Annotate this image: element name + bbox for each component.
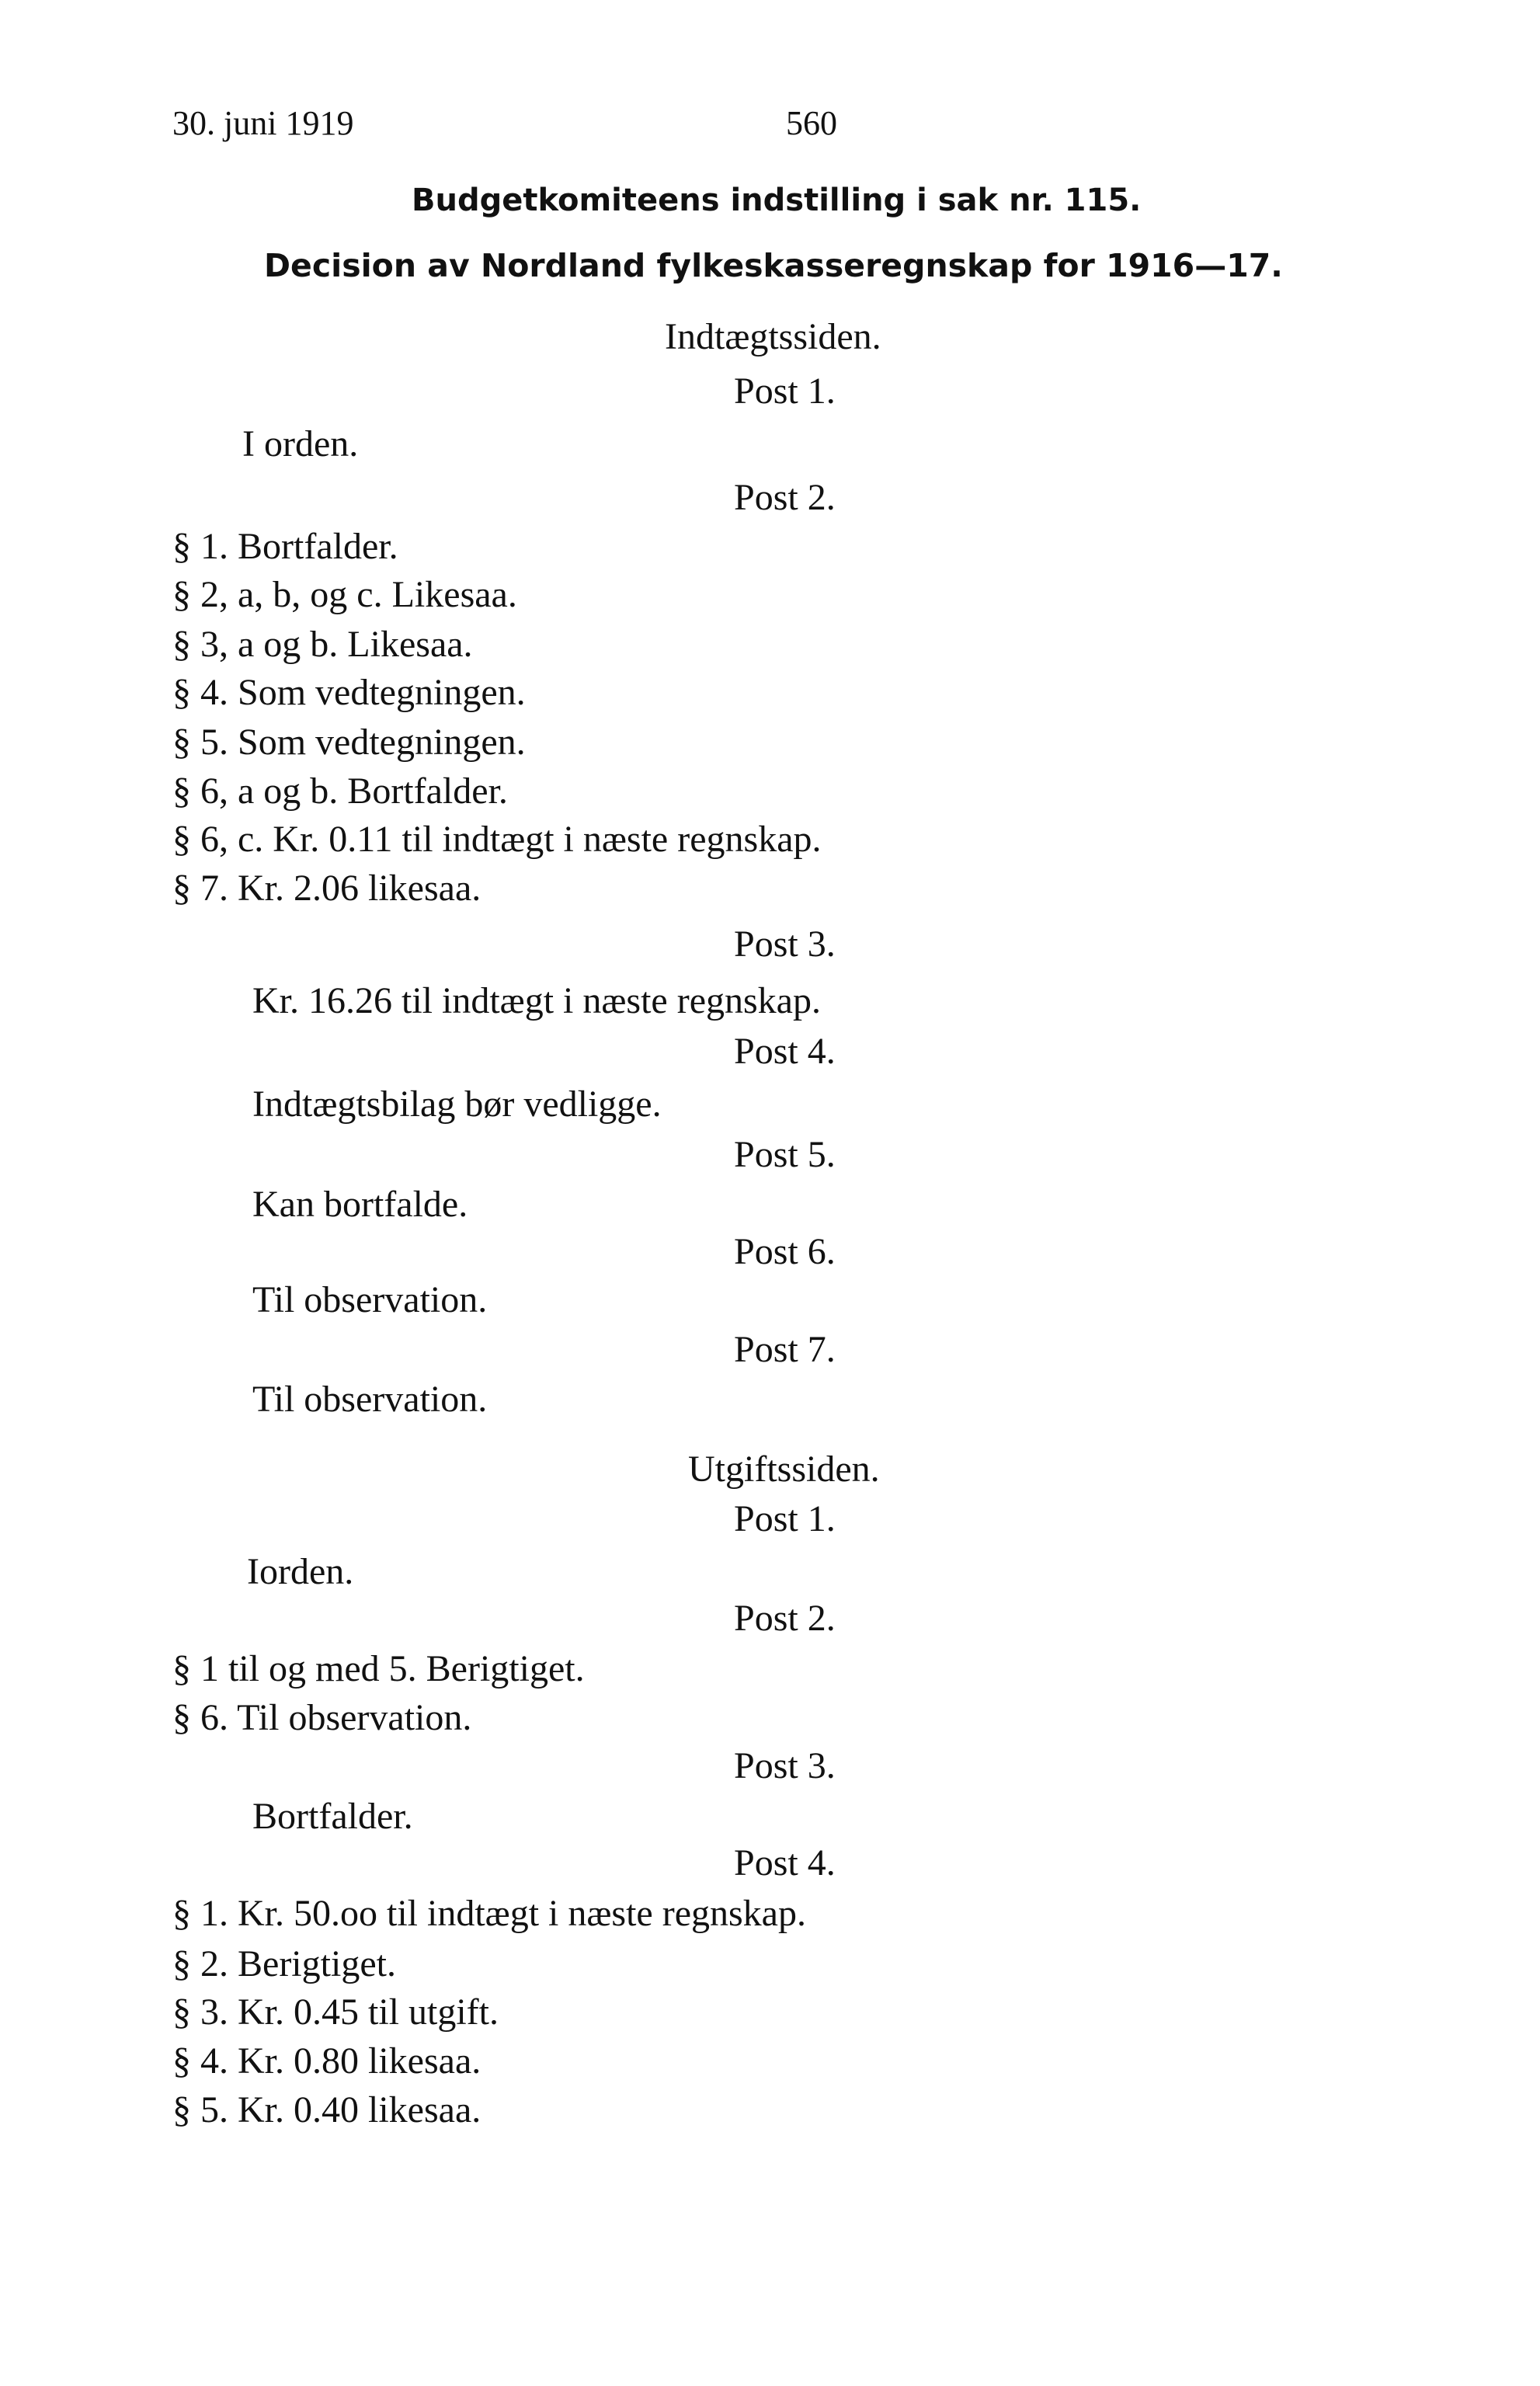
income-post4-text: Indtægtsbilag bør vedligge. bbox=[252, 1083, 662, 1125]
income-post5-text: Kan bortfalde. bbox=[252, 1184, 468, 1225]
section-heading-income: Indtægtssiden. bbox=[665, 316, 881, 357]
expenses-post4-item: § 5. Kr. 0.40 likesaa. bbox=[172, 2089, 481, 2130]
income-post3-text: Kr. 16.26 til indtægt i næste regnskap. bbox=[252, 980, 821, 1021]
expenses-post2-item: § 6. Til observation. bbox=[172, 1697, 472, 1738]
document-subtitle: Decision av Nordland fylkeskasseregnskap for 1916—17. bbox=[264, 247, 1283, 284]
expenses-post4-item: § 3. Kr. 0.45 til utgift. bbox=[172, 1991, 499, 2033]
income-post2-label: Post 2. bbox=[734, 477, 836, 518]
expenses-post1-label: Post 1. bbox=[734, 1498, 836, 1539]
income-post4-label: Post 4. bbox=[734, 1031, 836, 1072]
expenses-post4-item: § 1. Kr. 50.oo til indtægt i næste regnskap. bbox=[172, 1893, 806, 1934]
income-post2-item: § 6, c. Kr. 0.11 til indtægt i næste regnskap. bbox=[172, 819, 822, 860]
expenses-post3-text: Bortfalder. bbox=[252, 1796, 413, 1837]
income-post3-label: Post 3. bbox=[734, 923, 836, 965]
income-post6-text: Til observation. bbox=[252, 1279, 488, 1320]
income-post2-item: § 2, a, b, og c. Likesaa. bbox=[172, 574, 517, 615]
expenses-post2-label: Post 2. bbox=[734, 1598, 836, 1639]
income-post2-item: § 6, a og b. Bortfalder. bbox=[172, 770, 508, 812]
expenses-post4-item: § 2. Berigtiget. bbox=[172, 1943, 396, 1984]
income-post2-item: § 3, a og b. Likesaa. bbox=[172, 624, 473, 665]
page-number: 560 bbox=[786, 104, 837, 142]
income-post5-label: Post 5. bbox=[734, 1134, 836, 1175]
expenses-post4-label: Post 4. bbox=[734, 1842, 836, 1883]
income-post7-text: Til observation. bbox=[252, 1379, 488, 1420]
expenses-post1-text: Iorden. bbox=[247, 1551, 354, 1592]
income-post1-label: Post 1. bbox=[734, 370, 836, 412]
expenses-post2-item: § 1 til og med 5. Berigtiget. bbox=[172, 1648, 585, 1689]
section-heading-expenses: Utgiftssiden. bbox=[688, 1449, 880, 1490]
income-post2-item: § 4. Som vedtegningen. bbox=[172, 672, 526, 713]
income-post2-item: § 5. Som vedtegningen. bbox=[172, 722, 526, 763]
expenses-post4-item: § 4. Kr. 0.80 likesaa. bbox=[172, 2040, 481, 2082]
header-date: 30. juni 1919 bbox=[172, 104, 354, 142]
expenses-post3-label: Post 3. bbox=[734, 1745, 836, 1786]
income-post2-item: § 1. Bortfalder. bbox=[172, 526, 398, 567]
document-title: Budgetkomiteens indstilling i sak nr. 115. bbox=[412, 183, 1142, 218]
income-post7-label: Post 7. bbox=[734, 1329, 836, 1370]
income-post2-item: § 7. Kr. 2.06 likesaa. bbox=[172, 868, 481, 909]
income-post6-label: Post 6. bbox=[734, 1231, 836, 1272]
income-post1-text: I orden. bbox=[242, 423, 359, 464]
